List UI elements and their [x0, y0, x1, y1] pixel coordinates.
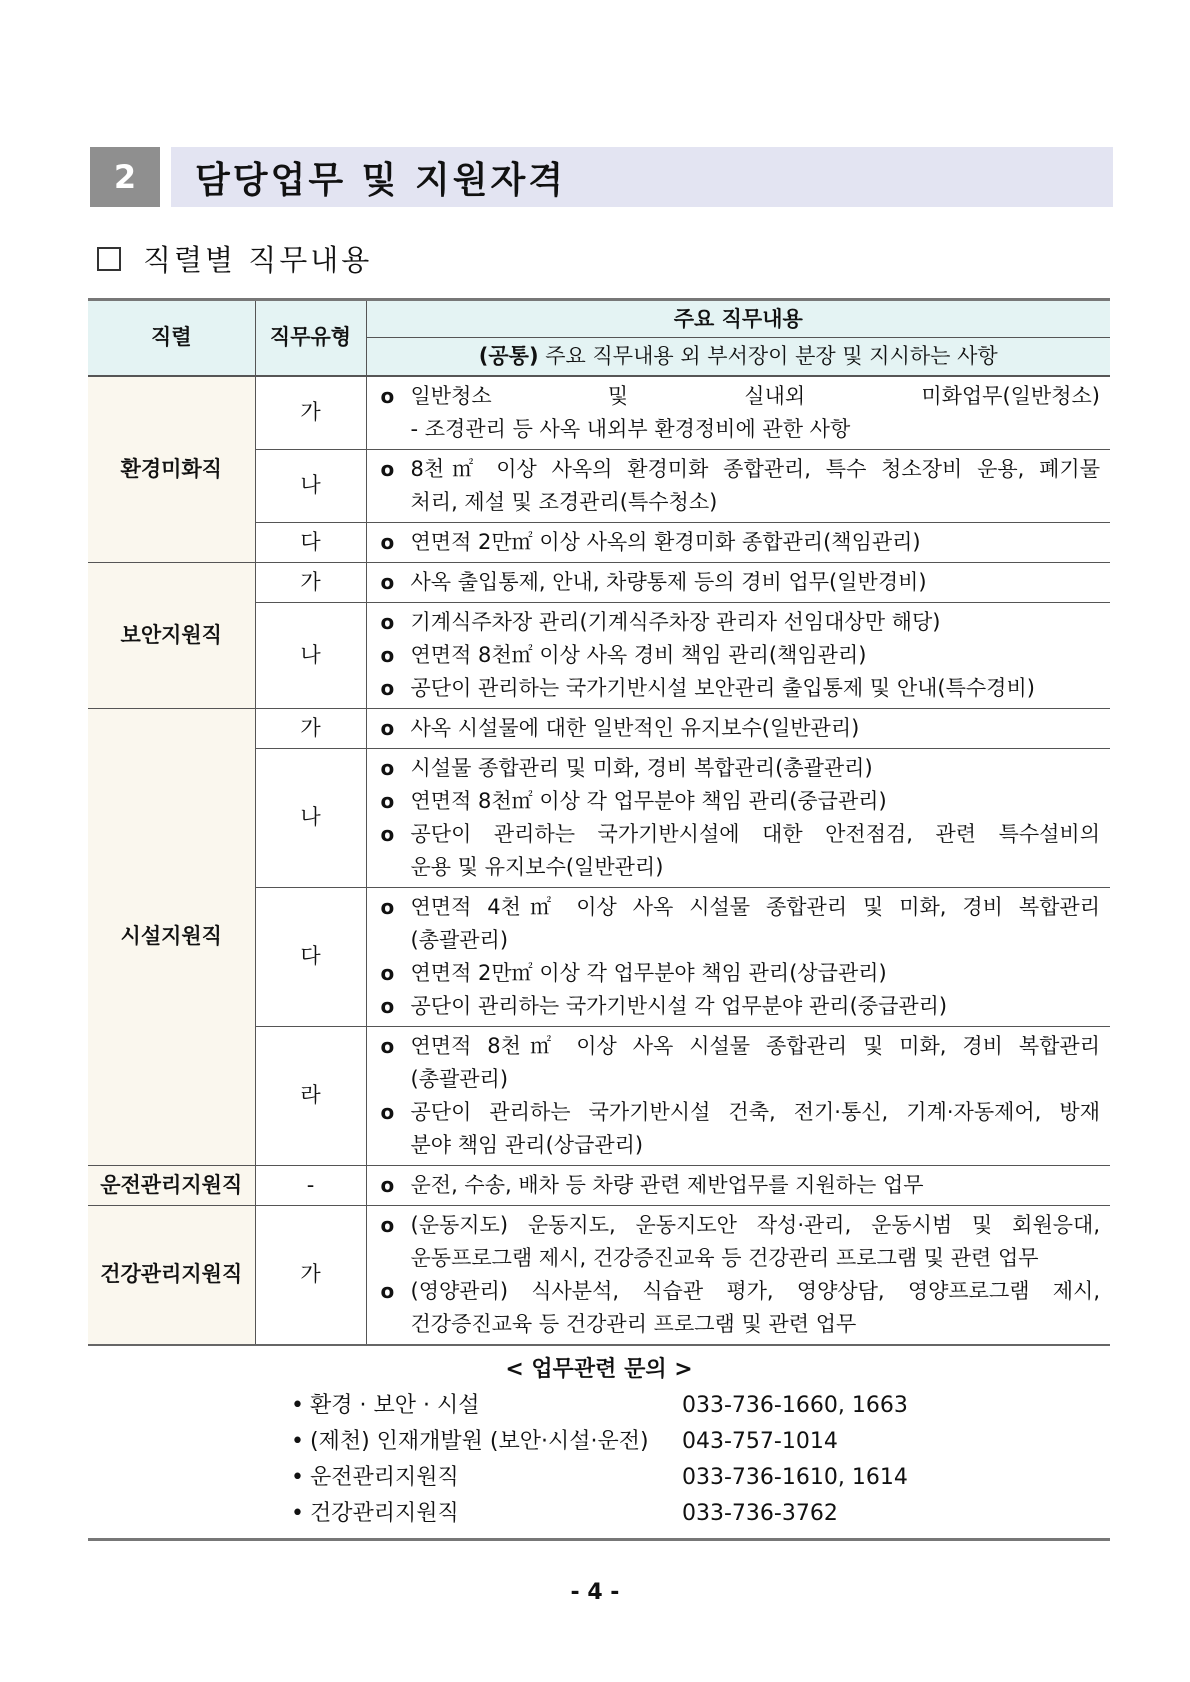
duty-item-continuation: 분야 책임 관리(상급관리)	[410, 1132, 644, 1157]
duty-item: o 공단이 관리하는 국가기반시설 보안관리 출입통제 및 안내(특수경비)	[377, 672, 1101, 705]
duty-item-continuation: - 조경관리 등 사옥 내외부 환경정비에 관한 사항	[410, 416, 851, 441]
duty-item: o 일반청소 및 실내외 미화업무(일반청소)	[377, 380, 1101, 413]
section-number: 2	[90, 147, 160, 207]
job-content	[366, 748, 1110, 887]
job-content	[366, 708, 1110, 748]
job-type: 나	[255, 449, 366, 522]
job-content	[366, 1026, 1110, 1165]
inquiry-row	[88, 1496, 1110, 1532]
job-content	[366, 1205, 1110, 1345]
job-type: 가	[255, 708, 366, 748]
bullet-icon: •	[291, 1429, 304, 1454]
job-content	[366, 602, 1110, 708]
table-row	[88, 562, 1110, 602]
section-title: 담당업무 및 지원자격	[195, 159, 567, 201]
duty-item: o 운전, 수송, 배차 등 차량 관련 제반업무를 지원하는 업무	[377, 1169, 1101, 1202]
table-row	[88, 1165, 1110, 1205]
inquiry-row	[88, 1424, 1110, 1460]
job-content	[366, 887, 1110, 1026]
duty-item: o 연면적 2만㎡ 이상 각 업무분야 책임 관리(상급관리)	[377, 957, 1101, 990]
job-content	[366, 449, 1110, 522]
bottom-rule	[88, 1538, 1110, 1541]
inquiry-phone: 033-736-1610, 1614	[682, 1465, 908, 1490]
duty-item: o (운동지도) 운동지도, 운동지도안 작성·관리, 운동시범 및 회원응대,	[377, 1209, 1101, 1242]
duty-item-continuation: 처리, 제설 및 조경관리(특수청소)	[410, 489, 718, 514]
job-content	[366, 562, 1110, 602]
subheading	[97, 238, 372, 279]
duty-item-continuation: (총괄관리)	[410, 1066, 509, 1091]
table-row	[88, 708, 1110, 748]
section-title-box	[171, 147, 1113, 207]
job-type: 나	[255, 602, 366, 708]
inquiry-label: 운전관리지원직	[310, 1465, 459, 1490]
job-type: -	[255, 1165, 366, 1205]
job-type: 다	[255, 887, 366, 1026]
header-common-prefix: (공통)	[478, 343, 539, 368]
duty-item: o 공단이 관리하는 국가기반시설 건축, 전기·통신, 기계·자동제어, 방재	[377, 1096, 1101, 1129]
duty-item: o (영양관리) 식사분석, 식습관 평가, 영양상담, 영양프로그램 제시,	[377, 1275, 1101, 1308]
inquiry-phone: 033-736-1660, 1663	[682, 1393, 908, 1418]
table-row	[88, 1205, 1110, 1345]
page-number: - 4 -	[570, 1580, 620, 1605]
job-content	[366, 376, 1110, 450]
header-common	[366, 338, 1110, 376]
job-content	[366, 1165, 1110, 1205]
section-header	[90, 147, 1113, 207]
duty-item: o 연면적 2만㎡ 이상 사옥의 환경미화 종합관리(책임관리)	[377, 526, 1101, 559]
table-row	[88, 376, 1110, 450]
duty-item: o 연면적 8천㎡ 이상 사옥 시설물 종합관리 및 미화, 경비 복합관리	[377, 1030, 1101, 1063]
header-job: 직렬	[88, 300, 255, 376]
inquiry-title: < 업무관련 문의 >	[505, 1357, 693, 1382]
duty-item: o 8천㎡ 이상 사옥의 환경미화 종합관리, 특수 청소장비 운용, 폐기물	[377, 453, 1101, 486]
inquiry-label: (제천) 인재개발원 (보안·시설·운전)	[310, 1429, 649, 1454]
duty-item: o 연면적 8천㎡ 이상 사옥 경비 책임 관리(책임관리)	[377, 639, 1101, 672]
inquiry-phone: 043-757-1014	[682, 1429, 838, 1454]
duty-item-continuation: (총괄관리)	[410, 927, 509, 952]
duty-item-continuation: 운동프로그램 제시, 건강증진교육 등 건강관리 프로그램 및 관련 업무	[410, 1245, 1039, 1270]
job-type: 라	[255, 1026, 366, 1165]
duty-table	[88, 298, 1110, 1346]
job-name: 시설지원직	[88, 708, 255, 1165]
job-type: 가	[255, 376, 366, 450]
inquiry-phone: 033-736-3762	[682, 1501, 838, 1526]
duty-item-continuation: 건강증진교육 등 건강관리 프로그램 및 관련 업무	[410, 1311, 857, 1336]
duty-item: o 사옥 시설물에 대한 일반적인 유지보수(일반관리)	[377, 712, 1101, 745]
bullet-icon: •	[291, 1393, 304, 1418]
job-content	[366, 522, 1110, 562]
duty-item: o 연면적 8천㎡ 이상 각 업무분야 책임 관리(중급관리)	[377, 785, 1101, 818]
bullet-icon: •	[291, 1465, 304, 1490]
job-type: 나	[255, 748, 366, 887]
inquiry-label: 환경 · 보안 · 시설	[310, 1393, 480, 1418]
duty-item: o 공단이 관리하는 국가기반시설에 대한 안전점검, 관련 특수설비의	[377, 818, 1101, 851]
inquiry-section	[88, 1352, 1110, 1532]
inquiry-row	[88, 1388, 1110, 1424]
job-name: 보안지원직	[88, 562, 255, 708]
checkbox-icon	[97, 247, 121, 271]
duty-item: o 연면적 4천㎡ 이상 사옥 시설물 종합관리 및 미화, 경비 복합관리	[377, 891, 1101, 924]
duty-item-continuation: 운용 및 유지보수(일반관리)	[410, 854, 664, 879]
inquiry-label: 건강관리지원직	[310, 1501, 459, 1526]
duty-item: o 공단이 관리하는 국가기반시설 각 업무분야 관리(중급관리)	[377, 990, 1101, 1023]
bullet-icon: •	[291, 1501, 304, 1526]
job-type: 가	[255, 1205, 366, 1345]
job-name: 운전관리지원직	[88, 1165, 255, 1205]
job-name: 환경미화직	[88, 376, 255, 563]
header-common-text: 주요 직무내용 외 부서장이 분장 및 지시하는 사항	[538, 343, 998, 368]
header-content: 주요 직무내용	[366, 300, 1110, 338]
job-type: 다	[255, 522, 366, 562]
job-name: 건강관리지원직	[88, 1205, 255, 1345]
inquiry-row	[88, 1460, 1110, 1496]
duty-item: o 사옥 출입통제, 안내, 차량통제 등의 경비 업무(일반경비)	[377, 566, 1101, 599]
header-type: 직무유형	[255, 300, 366, 376]
duty-body	[88, 376, 1110, 1345]
subheading-text: 직렬별 직무내용	[143, 243, 373, 277]
job-type: 가	[255, 562, 366, 602]
duty-item: o 기계식주차장 관리(기계식주차장 관리자 선임대상만 해당)	[377, 606, 1101, 639]
duty-item: o 시설물 종합관리 및 미화, 경비 복합관리(총괄관리)	[377, 752, 1101, 785]
